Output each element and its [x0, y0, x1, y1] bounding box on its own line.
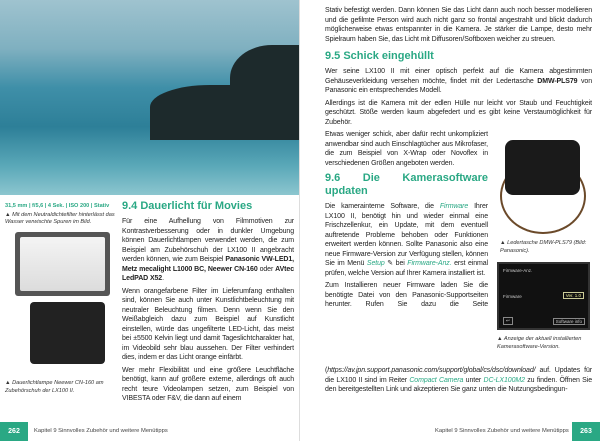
text: Für eine Aufhellung von Filmmotiven zur Kontrastverbesserung oder in dunkler Umgebung können Dauerlichtlampen verwendet werden, die zum Beispiel am Zubehörschuh der LX100 II angebracht werden können, wie zum Beispiel	[122, 218, 294, 263]
caption-text: Dauerlichtlampe Neewer CN-160 am Zubehörschuh der LX100 II.	[5, 380, 104, 394]
wrench-icon: ✎	[384, 260, 394, 267]
text: von Panasonic ein entsprechendes Modell.	[325, 77, 592, 94]
screen-title: Firmware-Anz.	[503, 268, 533, 273]
text: zu finden. Öffnen Sie den bereitgestellten Link und akzeptieren Sie ganz unten die Nutzungsbedingun-	[325, 376, 592, 393]
leather-case-image	[505, 140, 580, 195]
term: Firmware-Anz.	[407, 260, 452, 267]
right-page	[300, 0, 600, 441]
text: .	[162, 275, 164, 282]
caption-text: Ledertasche DMW-PLS79 (Bild: Panasonic).	[500, 240, 587, 254]
text-bold: AVtec LedPAD X52	[122, 265, 294, 282]
page-number: 263	[572, 422, 600, 441]
text-bold: Panasonic VW-LED1, Metz mecalight L1000 BC, Neewer CN-160	[122, 256, 295, 273]
caption-text: Mit dem Neutraldichtefilter hinterlässt das Wasser verwischte Spuren im Bild.	[5, 211, 115, 225]
triangle-icon: ▲	[5, 211, 13, 218]
section-heading: 9.5 Schick eingehüllt	[325, 50, 434, 62]
paragraph: Allerdings ist die Kamera mit der edlen Hülle nur leicht vor Staub und Feuchtigkeit geschützt. Stöße werden kaum abgefedert und es gibt keine Verstaumöglichkeit für Zubehör.	[325, 99, 592, 126]
software-info-button: Software info	[553, 318, 585, 325]
page-number: 262	[0, 422, 28, 441]
triangle-icon: ▲	[497, 336, 504, 342]
firmware-screen	[497, 262, 590, 330]
text: bei	[393, 260, 408, 267]
text-bold: DMW-PLS79	[537, 77, 578, 85]
paragraph: Wer mehr Flexibilität und eine größere Leuchtfläche benötigt, kann auf größere externe, allerdings oft auch recht teure Videolampen setzen, zum Beispiel von VIBESTA oder F&V, die dann auf einem	[122, 366, 294, 402]
section-heading: 9.6 Die Kamerasoftware updaten	[325, 172, 488, 197]
screen-caption	[497, 336, 590, 351]
triangle-icon: ▲	[500, 240, 508, 246]
triangle-icon: ▲	[5, 380, 13, 386]
paragraph: Etwas weniger schick, aber dafür recht unkompliziert anwendbar sind auch Einschlagtücher aus Mikrofaser, die zum Beispiel von X-Wrap oder Novoflex in verschiedenen Größen angeboten werden.	[325, 131, 488, 167]
left-text-column	[122, 200, 294, 407]
text: unter	[463, 376, 484, 384]
text: Wer seine LX100 II mit einer optisch perfekt auf die Kamera abgestimmten Gehäuseverkleidung versehen möchte, findet mit der Ledertasche	[325, 68, 592, 85]
paragraph: Stativ befestigt werden. Dann können Sie das Licht dann auch noch besser modellieren und die gefilmte Person wird auch nicht ganz so frontal angestrahlt und blickt dadurch möglicherweise etwas entspannter in die Kamera. Je stärker die Lampe, desto mehr Spielraum haben Sie, das Licht mit Diffusoren/Softboxen weicher zu streuen.	[325, 7, 592, 43]
seascape-photo	[0, 0, 299, 195]
paragraph: Wenn orangefarbene Filter im Lieferumfang enthalten sind, können Sie auch unter Kunstlichtbeleuchtung mit neutraler Beleuchtung filmen. Denn wenn Sie den Weißabgleich dazu zum Beispiel auf Kunstlicht einstellen, würde das ungefilterte LED-Licht, das meist bei ±5500 Kelvin liegt und damit Tageslichtcharakter hat, im Videobild sehr blau aussehen. Der Filter verhindert dies, indem er das Licht orange einfärbt.	[122, 287, 294, 361]
text: Zum Installieren neuer Firmware laden Sie die benötigte Datei von den Panasonic-Supportseiten herunter. Rufen Sie dazu die Seite (	[325, 282, 488, 374]
photo-caption	[5, 203, 115, 227]
footer-chapter: Kapitel 9 Sinnvolles Zubehör und weitere Menütipps	[435, 428, 569, 434]
term: Setup	[366, 260, 385, 267]
term: Compact Camera	[409, 376, 464, 384]
text: erst einmal prüfen, welche Version auf Ihrer Kamera installiert ist.	[325, 260, 488, 277]
text: oder	[257, 265, 276, 273]
camera-image	[30, 302, 105, 364]
case-caption	[500, 240, 592, 255]
section-heading: 9.4 Dauerlicht für Movies	[122, 200, 253, 212]
caption-text: Anzeige der aktuell installierten Kamerasoftware-Version.	[497, 336, 582, 350]
text: Die kamerainterne Software, die	[325, 203, 440, 210]
url: https://av.jpn.support.panasonic.com/support/global/cs/dsc/download/	[327, 367, 536, 374]
text: Ihrer LX100 II, benötigt hin und wieder einmal eine Frischzellenkur, ein Update, mit dem eventuell auftretende Probleme behoben oder Funktionen erweitert werden können. Sollte Panasonic also eine neue Firmware-Version zur Verfügung stellen, können Sie im Menü	[325, 203, 488, 267]
term: Firmware	[439, 203, 469, 210]
text: auf. Updates für die LX100 II sind im Reiter	[325, 367, 592, 384]
term: DC-LX100M2	[483, 376, 525, 384]
led-caption	[5, 380, 115, 395]
exif-info: 31,5 mm | f/5,6 | 4 Sek. | ISO 200 | Stativ	[5, 203, 110, 209]
footer-chapter: Kapitel 9 Sinnvolles Zubehör und weitere Menütipps	[34, 428, 168, 434]
back-icon: ↩	[503, 317, 513, 325]
screen-label: Firmware	[503, 294, 522, 299]
led-light-image	[15, 232, 110, 296]
version-value: Ver. 1.0	[563, 292, 584, 299]
